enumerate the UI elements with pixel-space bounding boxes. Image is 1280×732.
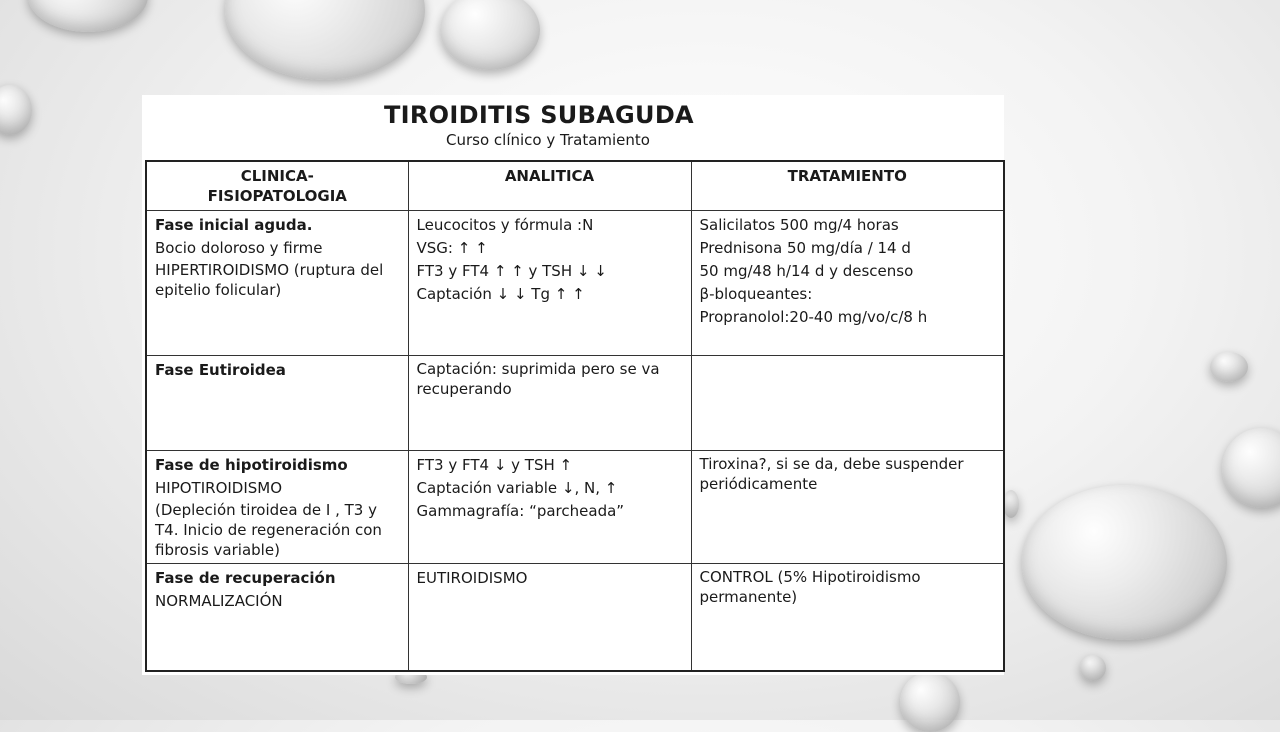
phase-label: Fase de recuperación (155, 569, 336, 587)
table-cell (691, 564, 1004, 672)
page-title: TIROIDITIS SUBAGUDA (384, 101, 694, 129)
table-cell (408, 211, 691, 356)
cell-line: CONTROL (5% Hipotiroidismo permanente) (699, 568, 921, 606)
cell-line: (Depleción tiroidea de I , T3 y T4. Inicio de regeneración con fibrosis variable) (155, 501, 382, 559)
table-row (146, 564, 1004, 672)
cell-line: EUTIROIDISMO (416, 569, 528, 587)
table-row (146, 451, 1004, 564)
water-drop-decoration (1080, 655, 1106, 681)
water-drop-decoration (1022, 485, 1227, 640)
cell-line: Captación variable ↓, N, ↑ (416, 479, 618, 497)
cell-line: 50 mg/48 h/14 d y descenso (699, 262, 914, 280)
cell-line: Captación: suprimida pero se va recuperando (416, 360, 660, 398)
slide-content (142, 95, 1004, 675)
cell-line: Prednisona 50 mg/día / 14 d (699, 239, 911, 257)
water-drop-decoration (0, 85, 32, 135)
cell-line: HIPERTIROIDISMO (ruptura del epitelio folicular) (155, 261, 384, 299)
table-cell (691, 211, 1004, 356)
cell-line: NORMALIZACIÓN (155, 592, 283, 610)
cell-line: Tiroxina?, si se da, debe suspender periódicamente (699, 455, 964, 493)
table-row (146, 211, 1004, 356)
table-cell (146, 356, 408, 451)
cell-line: VSG: ↑ ↑ (416, 239, 488, 257)
water-drop-decoration (900, 672, 960, 732)
cell-line: Propranolol:20-40 mg/vo/c/8 h (699, 308, 928, 326)
water-drop-decoration (225, 0, 425, 80)
table-cell (146, 211, 408, 356)
table-row (146, 356, 1004, 451)
column-header: ANALITICA (408, 161, 691, 211)
table-cell (408, 356, 691, 451)
table-cell (146, 564, 408, 672)
table-cell (691, 356, 1004, 451)
phase-label: Fase Eutiroidea (155, 361, 286, 379)
column-header: TRATAMIENTO (691, 161, 1004, 211)
cell-line: Leucocitos y fórmula :N (416, 216, 594, 234)
table-cell (691, 451, 1004, 564)
page-subtitle: Curso clínico y Tratamiento (446, 131, 650, 149)
water-drop-decoration (1003, 490, 1019, 518)
table-header-row (146, 161, 1004, 211)
column-header: CLINICA- FISIOPATOLOGIA (146, 161, 408, 211)
cell-line: FT3 y FT4 ↑ ↑ y TSH ↓ ↓ (416, 262, 607, 280)
cell-line: Gammagrafía: “parcheada” (416, 502, 625, 520)
water-drop-decoration (440, 0, 540, 70)
clinical-table (145, 160, 1005, 672)
cell-line: FT3 y FT4 ↓ y TSH ↑ (416, 456, 573, 474)
cell-line: β-bloqueantes: (699, 285, 813, 303)
table-cell (408, 564, 691, 672)
cell-line: HIPOTIROIDISMO (155, 479, 283, 497)
cell-line: Bocio doloroso y firme (155, 239, 323, 257)
cell-line: Captación ↓ ↓ Tg ↑ ↑ (416, 285, 585, 303)
water-drop-decoration (1222, 428, 1280, 508)
cell-line: Salicilatos 500 mg/4 horas (699, 216, 899, 234)
table-cell (146, 451, 408, 564)
phase-label: Fase de hipotiroidismo (155, 456, 348, 474)
table-cell (408, 451, 691, 564)
water-drop-decoration (1210, 352, 1248, 382)
water-drop-decoration (28, 0, 148, 32)
phase-label: Fase inicial aguda. (155, 216, 313, 234)
